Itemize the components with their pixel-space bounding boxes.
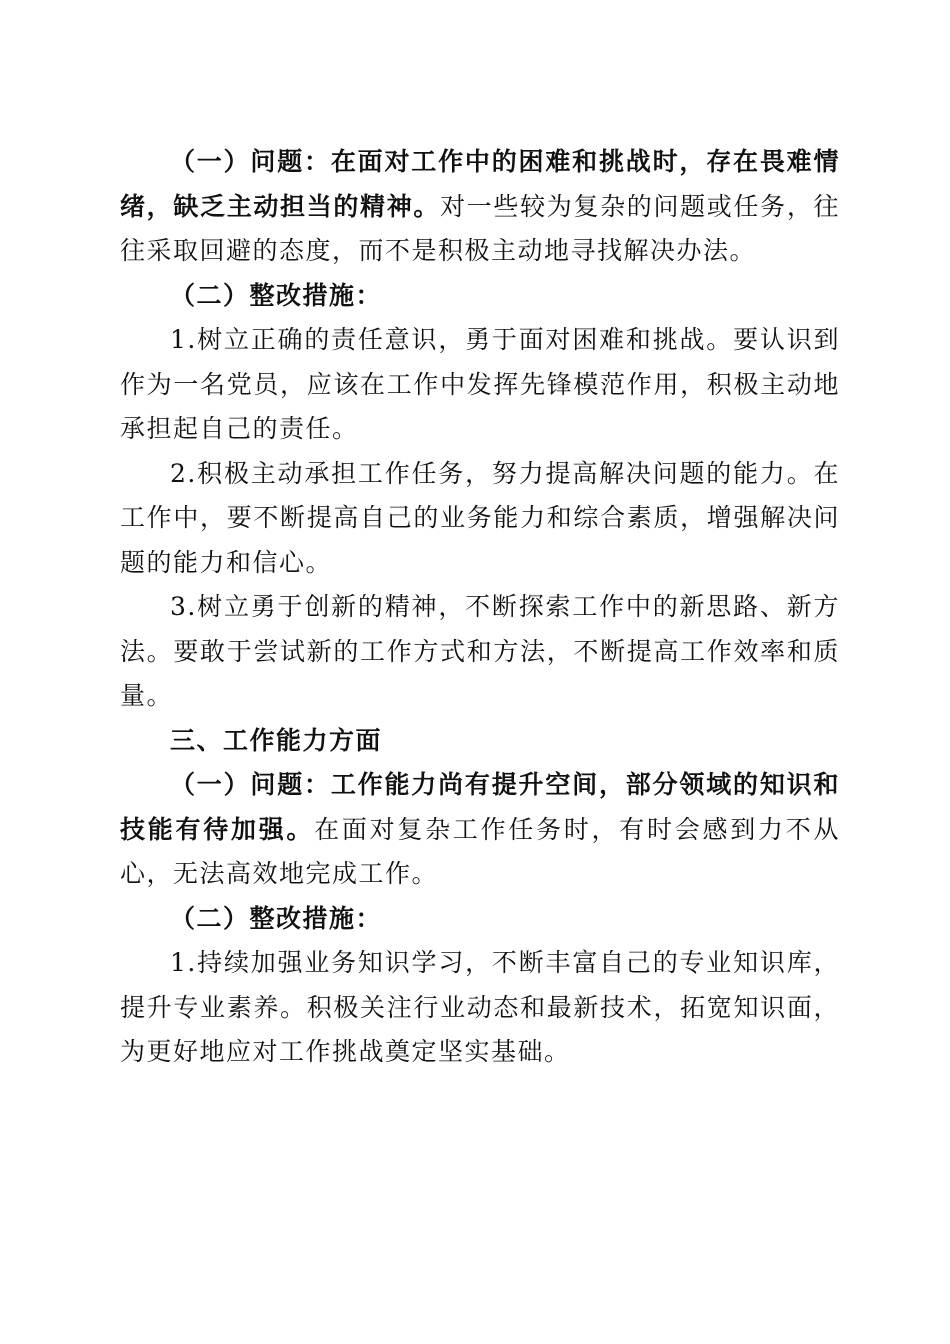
measure-item-4: 1.持续加强业务知识学习，不断丰富自己的专业知识库，提升专业素养。积极关注行业动态和最新技术，拓宽知识面，为更好地应对工作挑战奠定坚实基础。 — [120, 948, 840, 1066]
problem-paragraph-2 — [120, 763, 840, 897]
section-heading-3: 三、工作能力方面 — [170, 725, 383, 755]
document-body — [120, 140, 840, 1075]
problem-statement-2: （一）问题：工作能力尚有提升空间，部分领域的知识和技能有待加强。 — [120, 770, 840, 844]
measures-heading-1: （二）整改措施： — [170, 280, 383, 310]
measure-item-2: 2.积极主动承担工作任务，努力提高解决问题的能力。在工作中，要不断提高自己的业务能力和综合素质，增强解决问题的能力和信心。 — [120, 458, 840, 577]
problem-detail-2: 在面对复杂工作任务时，有时会感到力不从心，无法高效地完成工作。 — [120, 814, 840, 888]
measures-heading-2: （二）整改措施： — [170, 903, 383, 933]
problem-paragraph-1 — [120, 140, 840, 274]
measure-item-1: 1.树立正确的责任意识，勇于面对困难和挑战。要认识到作为一名党员，应该在工作中发挥先锋模范作用，积极主动地承担起自己的责任。 — [120, 325, 840, 443]
problem-detail-1: 对一些较为复杂的问题或任务，往往采取回避的态度，而不是积极主动地寻找解决办法。 — [120, 191, 840, 265]
problem-statement-1: （一）问题：在面对工作中的困难和挑战时，存在畏难情绪，缺乏主动担当的精神。 — [120, 147, 840, 221]
measure-item-3: 3.树立勇于创新的精神，不断探索工作中的新思路、新方法。要敢于尝试新的工作方式和方法，不断提高工作效率和质量。 — [120, 592, 840, 710]
